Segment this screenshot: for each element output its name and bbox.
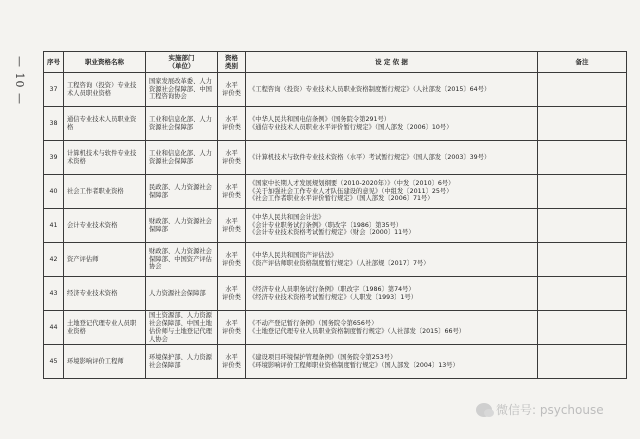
table-row [44,141,627,175]
remark [538,175,627,209]
header-remark: 备注 [538,52,627,73]
legal-basis [246,311,538,345]
qualification-name: 经济专业技术资格 [64,277,146,311]
row-number: 38 [44,107,64,141]
row-number: 42 [44,243,64,277]
qualification-name: 工程咨询（投资）专业技术人员职业资格 [64,73,146,107]
qualification-name: 环境影响评价工程师 [64,345,146,379]
basis-line: 《计算机技术与软件专业技术资格（水平）考试暂行规定》（国人部发〔2003〕39号） [249,153,491,161]
basis-line: 《通信专业技术人员职业水平评价暂行规定》（国人部发〔2006〕10号） [249,123,453,131]
table-row [44,243,627,277]
remark [538,277,627,311]
qualification-type: 水平 评价类 [218,107,246,141]
implementing-department: 国土资源部、人力资源社会保障部、中国土地估价师与土地登记代理人协会 [146,311,218,345]
qualification-type: 水平 评价类 [218,209,246,243]
qualification-name: 资产评估师 [64,243,146,277]
table-row [44,311,627,345]
remark [538,209,627,243]
basis-line: 《中华人民共和国电信条例》（国务院令第291号） [249,115,391,123]
qualification-type: 水平 评价类 [218,73,246,107]
basis-line: 《关于加强社会工作专业人才队伍建设的意见》（中组发〔2011〕25号） [249,187,453,195]
row-number: 44 [44,311,64,345]
watermark-text: 微信号: psychouse [496,403,604,417]
qualification-type: 水平 评价类 [218,243,246,277]
basis-line: 《社会工作者职业水平评价暂行规定》（国人部发〔2006〕71号） [249,195,434,203]
qualification-name: 社会工作者职业资格 [64,175,146,209]
basis-line: 《会计专业技术资格考试暂行规定》（财会〔2000〕11号） [249,229,415,237]
row-number: 43 [44,277,64,311]
header-no: 序号 [44,52,64,73]
legal-basis [246,243,538,277]
basis-line: 《经济专业技术资格考试暂行规定》（人职发〔1993〕1号） [249,293,418,301]
basis-line: 《环境影响评价工程师职业资格制度暂行规定》（国人部发〔2004〕13号） [249,361,459,369]
legal-basis [246,141,538,175]
table-row [44,209,627,243]
row-number: 40 [44,175,64,209]
remark [538,107,627,141]
remark [538,141,627,175]
qualification-name: 通信专业技术人员职业资格 [64,107,146,141]
legal-basis [246,209,538,243]
implementing-department: 财政部、人力资源社会保障部 [146,209,218,243]
legal-basis [246,107,538,141]
qualification-type: 水平 评价类 [218,175,246,209]
table-header-row [44,52,627,73]
qualification-name: 计算机技术与软件专业技术资格 [64,141,146,175]
qualification-table [43,51,627,379]
qualification-type: 水平 评价类 [218,277,246,311]
table-row [44,345,627,379]
row-number: 39 [44,141,64,175]
table-row [44,73,627,107]
legal-basis [246,73,538,107]
remark [538,243,627,277]
qualification-name: 会计专业技术资格 [64,209,146,243]
qualification-type: 水平 评价类 [218,141,246,175]
watermark [476,401,604,418]
row-number: 45 [44,345,64,379]
header-name: 职业资格名称 [64,52,146,73]
table-row [44,107,627,141]
wechat-icon [476,403,492,417]
implementing-department: 工业和信息化部、人力资源社会保障部 [146,141,218,175]
remark [538,73,627,107]
remark [538,311,627,345]
legal-basis [246,345,538,379]
legal-basis [246,277,538,311]
basis-line: 《资产评估师职业资格制度暂行规定》（人社部规〔2017〕7号） [249,259,430,267]
header-type: 资格 类别 [218,52,246,73]
qualification-type: 水平 评价类 [218,345,246,379]
header-basis: 设 定 依 据 [246,52,538,73]
qualification-name: 土地登记代理专业人员职业资格 [64,311,146,345]
basis-line: 《土地登记代理专业人员职业资格制度暂行规定》（人社部发〔2015〕66号） [249,327,466,335]
table-row [44,277,627,311]
page-number: — 10 — [13,55,26,105]
implementing-department: 人力资源社会保障部 [146,277,218,311]
qualification-type: 水平 评价类 [218,311,246,345]
basis-line: 《中华人民共和国资产评估法》 [249,251,338,259]
table-row [44,175,627,209]
header-dept: 实施部门 （单位） [146,52,218,73]
row-number: 37 [44,73,64,107]
basis-line: 《工程咨询（投资）专业技术人员职业资格制度暂行规定》（人社部发〔2015〕64号） [249,85,491,93]
basis-line: 《不动产登记暂行条例》（国务院令第656号） [249,319,378,327]
basis-line: 《经济专业人员职务试行条例》（职改字〔1986〕第74号） [249,285,415,293]
basis-line: 《国家中长期人才发展规划纲要（2010-2020年）》（中发〔2010〕6号） [249,179,455,187]
remark [538,345,627,379]
basis-line: 《建设项目环境保护管理条例》（国务院令第253号） [249,354,397,362]
implementing-department: 国家发展改革委、人力资源社会保障部、中国工程咨询协会 [146,73,218,107]
implementing-department: 民政部、人力资源社会保障部 [146,175,218,209]
basis-line: 《会计专业职务试行条例》（职改字〔1986〕第35号） [249,221,403,229]
basis-line: 《中华人民共和国会计法》 [249,213,325,221]
row-number: 41 [44,209,64,243]
legal-basis [246,175,538,209]
implementing-department: 环境保护部、人力资源社会保障部 [146,345,218,379]
implementing-department: 工业和信息化部、人力资源社会保障部 [146,107,218,141]
implementing-department: 财政部、人力资源社会保障部、中国资产评估协会 [146,243,218,277]
